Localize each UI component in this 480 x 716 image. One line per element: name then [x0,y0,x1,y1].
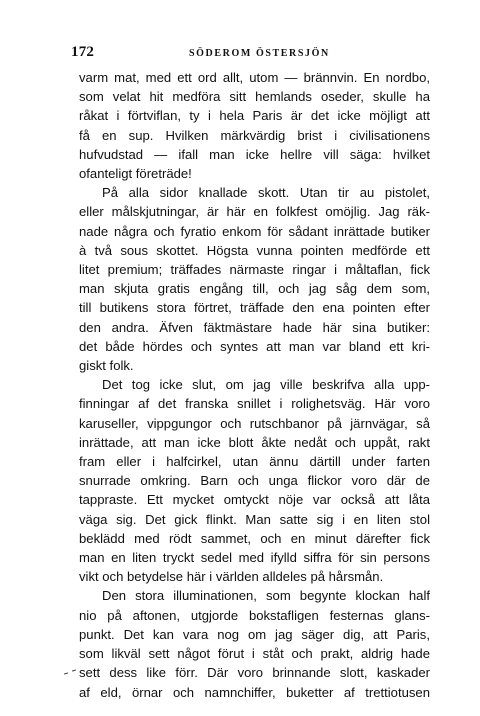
text-line: tappraste. Ett mycket omtyckt nöje var också att låta [79,492,430,508]
body-text [79,68,430,702]
text-line: litet premium; träffades närmaste ringar i måltaflan, fick [79,262,430,278]
text-line: karuseller, vippgungor och rutschbanor på järnvägar, så [79,415,430,431]
text-line: sett dess like förr. Där voro brinnande slott, kaskader [79,665,430,681]
text-line: få en sup. Hvilken märkvärdig brist i civilisationens [79,127,430,143]
text-line: nio på aftonen, utgjorde bokstafligen festernas glans- [79,607,430,623]
text-line: finningar af det franska snillet i rolighetsväg. Här voro [79,396,430,412]
text-line: man en liten tryckt sedel med ifylld siffra för sin persons [79,550,430,566]
text-line: hufvudstad — ifall man icke hellre vill säga: hvilket [79,146,430,162]
text-line: man skjuta gratis engång till, och jag såg dem som, [79,281,430,297]
text-line: fram eller i halfcirkel, utan ännu därtill under farten [79,454,430,470]
text-line: väga sig. Det gick flinkt. Man satte sig i en liten stol [79,511,430,527]
text-line: den andra. Äfven fäktmästare hade här sina butiker: [79,319,430,335]
text-line: Den stora illuminationen, som begynte klockan half [102,588,430,604]
text-line: vikt och betydelse här i världen alldeles på hårsmån. [79,569,384,585]
text-line: det både hördes och syntes att man var bland ett kri- [79,338,430,354]
running-head: SÖDEROM ÖSTERSJÖN [189,48,330,59]
text-line: som velat hit medföra sitt hemlands oseder, skulle ha [79,89,430,105]
text-line: giskt folk. [79,358,134,374]
text-line: till butikens stora förtret, träffade den ena pointen efter [79,300,430,316]
text-line: à två sous skottet. Högsta vunna pointen medförde ett [79,242,430,258]
text-line: inrättade, att man icke blott åkte nedåt och uppåt, rakt [79,434,430,450]
page-header [71,44,433,62]
text-line: På alla sidor knallade skott. Utan tir au pistolet, [102,185,430,201]
text-line: som likväl sett något förut i ståt och prakt, aldrig hade [79,646,430,662]
text-line: ofanteligt företräde! [79,166,192,182]
text-line: nade några och fyratio enkom för sådant inrättade butiker [79,223,430,239]
scan-mark [63,668,81,676]
text-line: varm mat, med ett ord allt, utom — brännvin. En nordbo, [79,70,430,85]
text-line: eller målskjutningar, är här en folkfest omöjlig. Jag räk- [79,204,430,220]
text-line: punkt. Det kan vara nog om jag säger dig, att Paris, [79,626,430,642]
text-line: af eld, örnar och namnchiffer, buketter af trettiotusen [79,684,430,700]
text-line: snurrade omkring. Barn och unga flickor voro där de [79,473,430,489]
text-line: beklädd med rödt sammet, och en minut därefter fick [79,530,430,546]
page-number: 172 [71,44,95,60]
text-line: råkat i förtviflan, ty i hela Paris är det icke möjligt att [79,108,430,124]
text-line: Det tog icke slut, om jag ville beskrifva alla upp- [102,377,430,393]
